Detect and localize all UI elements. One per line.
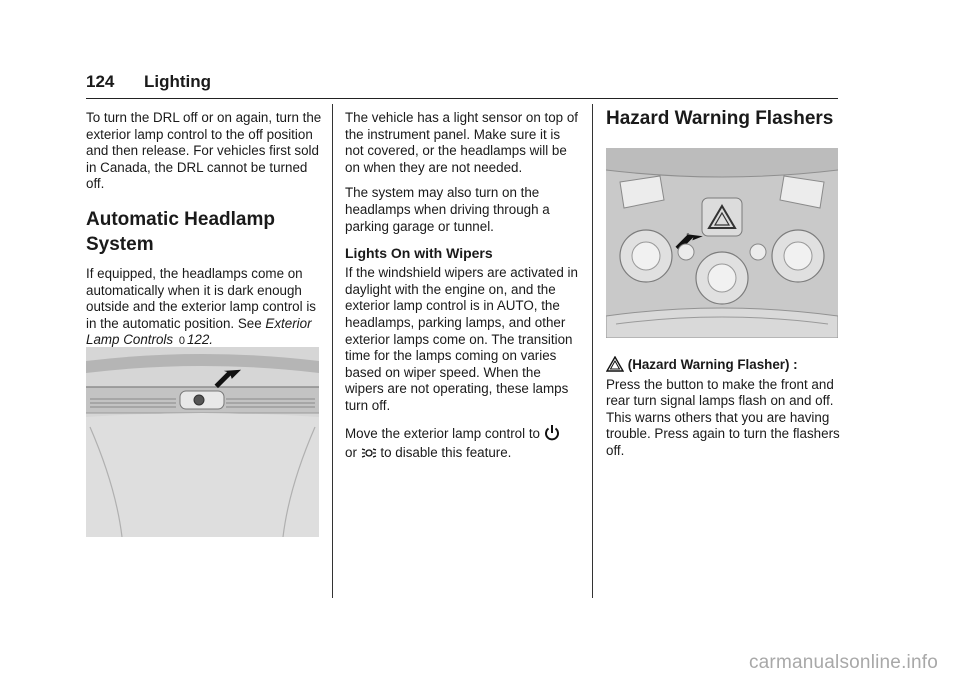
page-header	[86, 72, 838, 102]
page-ref-symbol: 0	[178, 335, 185, 348]
header-rule	[86, 98, 838, 99]
page-number: 124	[86, 72, 115, 91]
light-sensor-drawing	[86, 347, 319, 537]
exterior-lamp-controls-link[interactable]: Exterior Lamp Controls	[86, 315, 312, 348]
hazard-description	[606, 356, 842, 460]
middle-column	[345, 110, 581, 474]
page-ref-number: 122.	[186, 332, 214, 348]
hazard-warning-heading: Hazard Warning Flashers	[606, 108, 834, 129]
column-divider-right	[592, 104, 593, 598]
hazard-triangle-icon	[606, 356, 624, 377]
automatic-headlamp-text: If equipped, the headlamps come on automatically when it is dark enough outside and the exterior lamp control is in the automatic position. See	[86, 265, 316, 331]
hazard-label: (Hazard Warning Flasher) :	[627, 357, 798, 372]
power-off-icon	[544, 424, 560, 446]
disable-feature-or: or	[345, 445, 357, 461]
left-column	[86, 110, 322, 359]
lights-on-wipers-heading: Lights On with Wipers	[345, 245, 493, 262]
hazard-button-illustration	[606, 148, 838, 338]
light-sensor-illustration	[86, 347, 319, 537]
lights-on-wipers-paragraph: If the windshield wipers are activated in daylight with the engine on, and the exterior lamp control is in AUTO, the headlamps, parking lamps, and other exterior lamps come on. The transition time for the lamps coming on varies based on wiper speed. When the wipers are not operating, these lamps turn off.	[345, 265, 578, 413]
hazard-panel-drawing	[606, 148, 838, 338]
drl-paragraph: To turn the DRL off or on again, turn the exterior lamp control to the off position and then release. For vehicles first sold in Canada, the DRL cannot be turned off.	[86, 110, 322, 192]
garage-tunnel-paragraph: The system may also turn on the headlamps when driving through a parking garage or tunnel.	[345, 185, 550, 234]
disable-feature-end: to disable this feature.	[380, 445, 512, 461]
parking-lamp-icon	[361, 446, 377, 465]
automatic-headlamp-heading: Automatic Headlamp System	[86, 208, 275, 255]
light-sensor-paragraph: The vehicle has a light sensor on top of the instrument panel. Make sure it is not covered, or the headlamps will be on when they are not needed.	[345, 110, 578, 175]
automatic-headlamp-paragraph	[86, 266, 322, 350]
section-title: Lighting	[144, 72, 212, 91]
site-watermark: carmanualsonline.info	[748, 652, 938, 673]
disable-feature-start: Move the exterior lamp control to	[345, 425, 540, 441]
column-divider-left	[332, 104, 333, 598]
disable-feature-paragraph	[345, 424, 581, 465]
hazard-description-text: Press the button to make the front and rear turn signal lamps flash on and off. This warns others that you are having trouble. Press again to turn the flashers off.	[606, 376, 840, 458]
